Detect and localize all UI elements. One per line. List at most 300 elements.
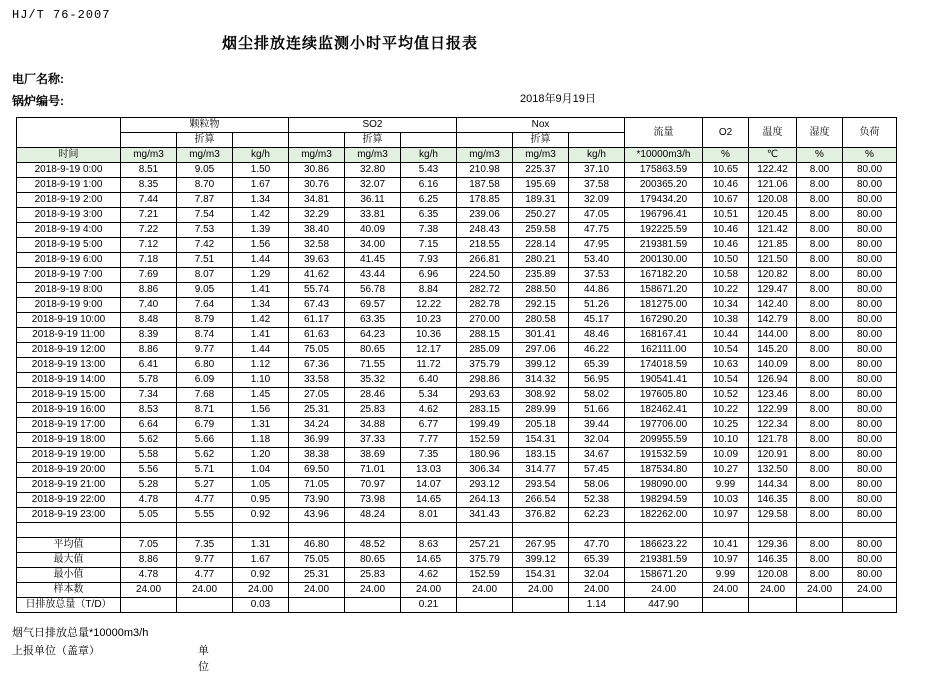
cell-so2-mg-conv: 34.00 xyxy=(345,238,401,253)
table-row xyxy=(17,343,897,358)
cell-flow: 182262.00 xyxy=(625,508,703,523)
cell-nox-mg-conv: 399.12 xyxy=(513,358,569,373)
cell-pm-kg: 24.00 xyxy=(233,583,289,598)
cell-nox-mg-conv: 399.12 xyxy=(513,553,569,568)
table-row xyxy=(17,418,897,433)
cell-so2-mg-conv: 32.07 xyxy=(345,178,401,193)
cell-pm-kg: 1.04 xyxy=(233,463,289,478)
table-row xyxy=(17,163,897,178)
cell-pm-kg: 1.12 xyxy=(233,358,289,373)
cell-so2-kg: 8.01 xyxy=(401,508,457,523)
cell-pm-kg: 1.05 xyxy=(233,478,289,493)
cell-so2-mg: 34.24 xyxy=(289,418,345,433)
cell-pm-kg: 0.95 xyxy=(233,493,289,508)
cell-load: 80.00 xyxy=(843,163,897,178)
cell-o2: 10.54 xyxy=(703,343,749,358)
cell-nox-mg-conv: 288.50 xyxy=(513,283,569,298)
cell-o2: 9.99 xyxy=(703,478,749,493)
cell-nox-mg-conv: 297.06 xyxy=(513,343,569,358)
cell-nox-kg: 51.26 xyxy=(569,298,625,313)
sub-header-nox-converted: 折算 xyxy=(513,133,569,148)
cell-pm-kg: 1.39 xyxy=(233,223,289,238)
cell-so2-kg: 6.25 xyxy=(401,193,457,208)
table-row xyxy=(17,403,897,418)
cell-pm-mg-conv: 5.66 xyxy=(177,433,233,448)
cell-humidity: 8.00 xyxy=(797,223,843,238)
table-row xyxy=(17,178,897,193)
cell-pm-mg: 8.86 xyxy=(121,343,177,358)
cell-nox-mg: 293.63 xyxy=(457,388,513,403)
cell-humidity: 8.00 xyxy=(797,343,843,358)
cell-temperature: 144.00 xyxy=(749,328,797,343)
total-blank-nox-2 xyxy=(513,598,569,613)
sub-blank-pm-1 xyxy=(121,133,177,148)
cell-nox-kg: 48.46 xyxy=(569,328,625,343)
cell-o2: 10.10 xyxy=(703,433,749,448)
cell-flow: 197706.00 xyxy=(625,418,703,433)
spacer-cell xyxy=(345,523,401,538)
cell-flow: 175863.59 xyxy=(625,163,703,178)
cell-temperature: 140.09 xyxy=(749,358,797,373)
cell-nox-kg: 57.45 xyxy=(569,463,625,478)
table-row xyxy=(17,283,897,298)
spacer-cell xyxy=(749,523,797,538)
cell-nox-mg: 341.43 xyxy=(457,508,513,523)
cell-o2: 10.46 xyxy=(703,178,749,193)
cell-so2-mg: 61.63 xyxy=(289,328,345,343)
cell-o2: 10.34 xyxy=(703,298,749,313)
cell-time: 2018-9-19 18:00 xyxy=(17,433,121,448)
cell-humidity: 8.00 xyxy=(797,463,843,478)
cell-nox-kg: 62.23 xyxy=(569,508,625,523)
cell-pm-mg-conv: 5.62 xyxy=(177,448,233,463)
unit-o2: % xyxy=(703,148,749,163)
cell-flow: 168167.41 xyxy=(625,328,703,343)
column-header-time: 时间 xyxy=(17,148,121,163)
cell-nox-mg: 293.12 xyxy=(457,478,513,493)
cell-temperature: 24.00 xyxy=(749,583,797,598)
cell-time: 2018-9-19 19:00 xyxy=(17,448,121,463)
cell-o2: 10.22 xyxy=(703,283,749,298)
cell-nox-mg: 298.86 xyxy=(457,373,513,388)
cell-pm-mg-conv: 8.79 xyxy=(177,313,233,328)
cell-temperature: 121.85 xyxy=(749,238,797,253)
cell-pm-mg: 5.28 xyxy=(121,478,177,493)
cell-nox-mg: 187.58 xyxy=(457,178,513,193)
cell-nox-mg: 264.13 xyxy=(457,493,513,508)
cell-so2-mg: 71.05 xyxy=(289,478,345,493)
cell-nox-mg: 180.96 xyxy=(457,448,513,463)
daily-total-row xyxy=(17,598,897,613)
cell-pm-mg: 4.78 xyxy=(121,568,177,583)
cell-flow: 187534.80 xyxy=(625,463,703,478)
cell-so2-mg-conv: 35.32 xyxy=(345,373,401,388)
table-row xyxy=(17,478,897,493)
cell-flow: 192225.59 xyxy=(625,223,703,238)
cell-so2-kg: 7.38 xyxy=(401,223,457,238)
cell-time: 2018-9-19 0:00 xyxy=(17,163,121,178)
unit-load: % xyxy=(843,148,897,163)
cell-nox-kg: 65.39 xyxy=(569,358,625,373)
summary-row-sample-count xyxy=(17,583,897,598)
cell-pm-mg: 7.69 xyxy=(121,268,177,283)
cell-nox-kg: 47.95 xyxy=(569,238,625,253)
table-row xyxy=(17,238,897,253)
cell-pm-mg: 8.48 xyxy=(121,313,177,328)
cell-temperature: 120.08 xyxy=(749,568,797,583)
spacer-cell xyxy=(513,523,569,538)
summary-row-average xyxy=(17,538,897,553)
cell-so2-mg: 36.99 xyxy=(289,433,345,448)
cell-flow: 197605.80 xyxy=(625,388,703,403)
cell-o2: 10.41 xyxy=(703,538,749,553)
total-blank-temperature xyxy=(749,598,797,613)
cell-flow: 196796.41 xyxy=(625,208,703,223)
cell-pm-kg: 1.41 xyxy=(233,283,289,298)
total-blank-humidity xyxy=(797,598,843,613)
sub-blank-so2-1 xyxy=(289,133,345,148)
cell-nox-kg: 51.66 xyxy=(569,403,625,418)
column-header-load: 负荷 xyxy=(843,118,897,148)
cell-so2-kg: 12.22 xyxy=(401,298,457,313)
cell-so2-mg: 33.58 xyxy=(289,373,345,388)
cell-humidity: 8.00 xyxy=(797,253,843,268)
cell-so2-mg: 32.29 xyxy=(289,208,345,223)
cell-nox-kg: 47.75 xyxy=(569,223,625,238)
cell-load: 80.00 xyxy=(843,238,897,253)
cell-nox-mg-conv: 314.32 xyxy=(513,373,569,388)
cell-so2-mg-conv: 71.55 xyxy=(345,358,401,373)
footnote-unit-text: 单位 xyxy=(198,645,209,673)
cell-time: 2018-9-19 13:00 xyxy=(17,358,121,373)
cell-time: 2018-9-19 1:00 xyxy=(17,178,121,193)
cell-temperature: 121.42 xyxy=(749,223,797,238)
cell-so2-kg: 6.35 xyxy=(401,208,457,223)
cell-o2: 10.22 xyxy=(703,403,749,418)
cell-o2: 10.46 xyxy=(703,223,749,238)
spacer-cell xyxy=(177,523,233,538)
unit-pm-kg: kg/h xyxy=(233,148,289,163)
cell-so2-mg: 75.05 xyxy=(289,553,345,568)
cell-pm-mg-conv: 5.55 xyxy=(177,508,233,523)
summary-label: 样本数 xyxy=(17,583,121,598)
cell-o2: 10.38 xyxy=(703,313,749,328)
cell-nox-mg-conv: 267.95 xyxy=(513,538,569,553)
cell-nox-kg: 46.22 xyxy=(569,343,625,358)
spacer-cell xyxy=(233,523,289,538)
cell-pm-daily-total: 0.03 xyxy=(233,598,289,613)
cell-pm-kg: 1.10 xyxy=(233,373,289,388)
group-header-so2: SO2 xyxy=(289,118,457,133)
cell-load: 80.00 xyxy=(843,283,897,298)
cell-flow: 182462.41 xyxy=(625,403,703,418)
table-row xyxy=(17,253,897,268)
cell-flow-daily-total: 447.90 xyxy=(625,598,703,613)
cell-so2-mg: 41.62 xyxy=(289,268,345,283)
cell-humidity: 8.00 xyxy=(797,388,843,403)
cell-pm-kg: 0.92 xyxy=(233,508,289,523)
sub-blank-pm-2 xyxy=(233,133,289,148)
spacer-row xyxy=(17,523,897,538)
cell-pm-kg: 1.44 xyxy=(233,343,289,358)
cell-so2-kg: 5.43 xyxy=(401,163,457,178)
cell-so2-daily-total: 0.21 xyxy=(401,598,457,613)
cell-temperature: 122.42 xyxy=(749,163,797,178)
cell-so2-kg: 6.77 xyxy=(401,418,457,433)
cell-time: 2018-9-19 7:00 xyxy=(17,268,121,283)
cell-pm-mg: 5.05 xyxy=(121,508,177,523)
cell-time: 2018-9-19 9:00 xyxy=(17,298,121,313)
cell-time: 2018-9-19 2:00 xyxy=(17,193,121,208)
cell-pm-kg: 1.20 xyxy=(233,448,289,463)
cell-humidity: 8.00 xyxy=(797,193,843,208)
cell-pm-kg: 1.44 xyxy=(233,253,289,268)
table-row xyxy=(17,313,897,328)
cell-so2-mg: 25.31 xyxy=(289,403,345,418)
spacer-cell xyxy=(457,523,513,538)
cell-nox-mg: 266.81 xyxy=(457,253,513,268)
cell-pm-kg: 0.92 xyxy=(233,568,289,583)
cell-o2: 10.67 xyxy=(703,193,749,208)
cell-nox-mg-conv: 280.21 xyxy=(513,253,569,268)
cell-nox-kg: 47.70 xyxy=(569,538,625,553)
cell-temperature: 129.36 xyxy=(749,538,797,553)
cell-nox-mg-conv: 266.54 xyxy=(513,493,569,508)
cell-so2-mg-conv: 69.57 xyxy=(345,298,401,313)
cell-temperature: 146.35 xyxy=(749,493,797,508)
cell-nox-kg: 32.09 xyxy=(569,193,625,208)
cell-temperature: 120.45 xyxy=(749,208,797,223)
cell-nox-kg: 37.58 xyxy=(569,178,625,193)
cell-nox-mg-conv: 301.41 xyxy=(513,328,569,343)
cell-o2: 10.46 xyxy=(703,238,749,253)
cell-pm-mg-conv: 9.05 xyxy=(177,163,233,178)
cell-humidity: 8.00 xyxy=(797,418,843,433)
cell-time: 2018-9-19 16:00 xyxy=(17,403,121,418)
spacer-cell xyxy=(843,523,897,538)
cell-so2-mg-conv: 28.46 xyxy=(345,388,401,403)
cell-temperature: 120.82 xyxy=(749,268,797,283)
cell-so2-mg: 67.36 xyxy=(289,358,345,373)
cell-o2: 10.51 xyxy=(703,208,749,223)
summary-label: 最大值 xyxy=(17,553,121,568)
cell-temperature: 129.58 xyxy=(749,508,797,523)
cell-humidity: 8.00 xyxy=(797,403,843,418)
cell-pm-mg: 7.12 xyxy=(121,238,177,253)
cell-nox-mg-conv: 205.18 xyxy=(513,418,569,433)
cell-pm-mg: 7.44 xyxy=(121,193,177,208)
table-row xyxy=(17,208,897,223)
cell-nox-kg: 56.95 xyxy=(569,373,625,388)
cell-nox-mg: 24.00 xyxy=(457,583,513,598)
unit-temperature: ℃ xyxy=(749,148,797,163)
cell-time: 2018-9-19 10:00 xyxy=(17,313,121,328)
cell-o2: 10.63 xyxy=(703,358,749,373)
cell-nox-mg: 375.79 xyxy=(457,553,513,568)
cell-nox-mg-conv: 314.77 xyxy=(513,463,569,478)
cell-pm-mg-conv: 7.87 xyxy=(177,193,233,208)
cell-pm-mg: 6.64 xyxy=(121,418,177,433)
cell-load: 80.00 xyxy=(843,373,897,388)
cell-so2-kg: 10.23 xyxy=(401,313,457,328)
cell-nox-mg-conv: 250.27 xyxy=(513,208,569,223)
cell-temperature: 146.35 xyxy=(749,553,797,568)
spacer-cell xyxy=(703,523,749,538)
sub-blank-nox-1 xyxy=(457,133,513,148)
cell-flow: 198294.59 xyxy=(625,493,703,508)
cell-nox-mg: 152.59 xyxy=(457,568,513,583)
cell-time: 2018-9-19 22:00 xyxy=(17,493,121,508)
cell-nox-mg-conv: 293.54 xyxy=(513,478,569,493)
cell-so2-mg-conv: 48.24 xyxy=(345,508,401,523)
header-corner-cell xyxy=(17,118,121,148)
unit-nox-mg-converted: mg/m3 xyxy=(513,148,569,163)
cell-temperature: 121.06 xyxy=(749,178,797,193)
cell-nox-kg: 32.04 xyxy=(569,568,625,583)
column-header-o2: O2 xyxy=(703,118,749,148)
cell-nox-mg-conv: 259.58 xyxy=(513,223,569,238)
cell-nox-kg: 65.39 xyxy=(569,553,625,568)
cell-nox-kg: 37.10 xyxy=(569,163,625,178)
cell-pm-kg: 1.56 xyxy=(233,403,289,418)
cell-nox-kg: 39.44 xyxy=(569,418,625,433)
cell-humidity: 8.00 xyxy=(797,373,843,388)
plant-name-label: 电厂名称: xyxy=(12,72,64,86)
cell-pm-mg: 6.41 xyxy=(121,358,177,373)
cell-so2-mg-conv: 80.65 xyxy=(345,553,401,568)
cell-flow: 191532.59 xyxy=(625,448,703,463)
cell-nox-kg: 34.67 xyxy=(569,448,625,463)
cell-humidity: 8.00 xyxy=(797,298,843,313)
unit-pm-mg-converted: mg/m3 xyxy=(177,148,233,163)
cell-pm-mg-conv: 6.79 xyxy=(177,418,233,433)
cell-nox-kg: 37.53 xyxy=(569,268,625,283)
column-header-flow: 流量 xyxy=(625,118,703,148)
cell-flow: 219381.59 xyxy=(625,553,703,568)
cell-humidity: 8.00 xyxy=(797,238,843,253)
cell-so2-mg: 25.31 xyxy=(289,568,345,583)
cell-so2-kg: 8.63 xyxy=(401,538,457,553)
cell-humidity: 8.00 xyxy=(797,508,843,523)
cell-nox-mg-conv: 308.92 xyxy=(513,388,569,403)
cell-pm-mg: 8.51 xyxy=(121,163,177,178)
cell-pm-mg: 8.35 xyxy=(121,178,177,193)
cell-nox-mg: 199.49 xyxy=(457,418,513,433)
cell-so2-kg: 11.72 xyxy=(401,358,457,373)
cell-nox-kg: 52.38 xyxy=(569,493,625,508)
total-blank-pm-1 xyxy=(121,598,177,613)
cell-nox-mg-conv: 154.31 xyxy=(513,433,569,448)
cell-pm-mg: 5.78 xyxy=(121,373,177,388)
cell-so2-mg-conv: 25.83 xyxy=(345,568,401,583)
cell-nox-mg: 224.50 xyxy=(457,268,513,283)
cell-pm-mg-conv: 9.77 xyxy=(177,553,233,568)
cell-load: 80.00 xyxy=(843,358,897,373)
cell-nox-mg-conv: 289.99 xyxy=(513,403,569,418)
cell-pm-mg-conv: 7.53 xyxy=(177,223,233,238)
cell-flow: 158671.20 xyxy=(625,283,703,298)
cell-pm-kg: 1.18 xyxy=(233,433,289,448)
cell-pm-mg-conv: 8.70 xyxy=(177,178,233,193)
cell-o2: 10.52 xyxy=(703,388,749,403)
cell-nox-mg-conv: 235.89 xyxy=(513,268,569,283)
emission-data-table xyxy=(16,117,897,613)
cell-so2-mg: 73.90 xyxy=(289,493,345,508)
cell-pm-kg: 1.67 xyxy=(233,553,289,568)
cell-pm-kg: 1.42 xyxy=(233,208,289,223)
cell-so2-kg: 10.36 xyxy=(401,328,457,343)
cell-load: 80.00 xyxy=(843,328,897,343)
cell-so2-mg: 39.63 xyxy=(289,253,345,268)
summary-row-minimum xyxy=(17,568,897,583)
footnote-reporting-unit-text: 上报单位（盖章） xyxy=(12,645,100,657)
cell-temperature: 122.99 xyxy=(749,403,797,418)
sub-header-pm-converted: 折算 xyxy=(177,133,233,148)
cell-nox-kg: 45.17 xyxy=(569,313,625,328)
table-row xyxy=(17,268,897,283)
cell-nox-daily-total: 1.14 xyxy=(569,598,625,613)
cell-temperature: 129.47 xyxy=(749,283,797,298)
cell-so2-mg-conv: 32.80 xyxy=(345,163,401,178)
cell-so2-kg: 8.84 xyxy=(401,283,457,298)
cell-so2-mg: 61.17 xyxy=(289,313,345,328)
cell-temperature: 132.50 xyxy=(749,463,797,478)
cell-flow: 24.00 xyxy=(625,583,703,598)
cell-nox-mg-conv: 225.37 xyxy=(513,163,569,178)
cell-pm-mg-conv: 7.42 xyxy=(177,238,233,253)
cell-load: 80.00 xyxy=(843,448,897,463)
cell-so2-kg: 7.93 xyxy=(401,253,457,268)
cell-pm-mg: 5.58 xyxy=(121,448,177,463)
cell-so2-mg-conv: 48.52 xyxy=(345,538,401,553)
cell-pm-kg: 1.34 xyxy=(233,298,289,313)
cell-nox-mg-conv: 228.14 xyxy=(513,238,569,253)
table-row xyxy=(17,463,897,478)
column-header-humidity: 湿度 xyxy=(797,118,843,148)
cell-humidity: 8.00 xyxy=(797,313,843,328)
report-date: 2018年9月19日 xyxy=(520,93,596,105)
cell-humidity: 8.00 xyxy=(797,358,843,373)
cell-flow: 209955.59 xyxy=(625,433,703,448)
cell-so2-mg: 55.74 xyxy=(289,283,345,298)
cell-o2: 24.00 xyxy=(703,583,749,598)
cell-pm-mg-conv: 5.27 xyxy=(177,478,233,493)
cell-so2-mg-conv: 63.35 xyxy=(345,313,401,328)
cell-so2-mg: 24.00 xyxy=(289,583,345,598)
cell-so2-mg-conv: 64.23 xyxy=(345,328,401,343)
cell-so2-mg: 69.50 xyxy=(289,463,345,478)
cell-flow: 167290.20 xyxy=(625,313,703,328)
page-title: 烟尘排放连续监测小时平均值日报表 xyxy=(221,35,478,52)
cell-temperature: 126.94 xyxy=(749,373,797,388)
cell-o2: 10.97 xyxy=(703,508,749,523)
cell-nox-mg: 239.06 xyxy=(457,208,513,223)
cell-flow: 181275.00 xyxy=(625,298,703,313)
cell-nox-mg: 282.78 xyxy=(457,298,513,313)
cell-nox-kg: 32.04 xyxy=(569,433,625,448)
table-row xyxy=(17,433,897,448)
cell-load: 80.00 xyxy=(843,493,897,508)
table-header-groups xyxy=(17,118,897,133)
cell-nox-kg: 24.00 xyxy=(569,583,625,598)
total-blank-pm-2 xyxy=(177,598,233,613)
table-row xyxy=(17,358,897,373)
cell-so2-mg-conv: 34.88 xyxy=(345,418,401,433)
cell-humidity: 8.00 xyxy=(797,328,843,343)
cell-pm-mg-conv: 24.00 xyxy=(177,583,233,598)
cell-temperature: 120.91 xyxy=(749,448,797,463)
cell-pm-mg-conv: 5.71 xyxy=(177,463,233,478)
